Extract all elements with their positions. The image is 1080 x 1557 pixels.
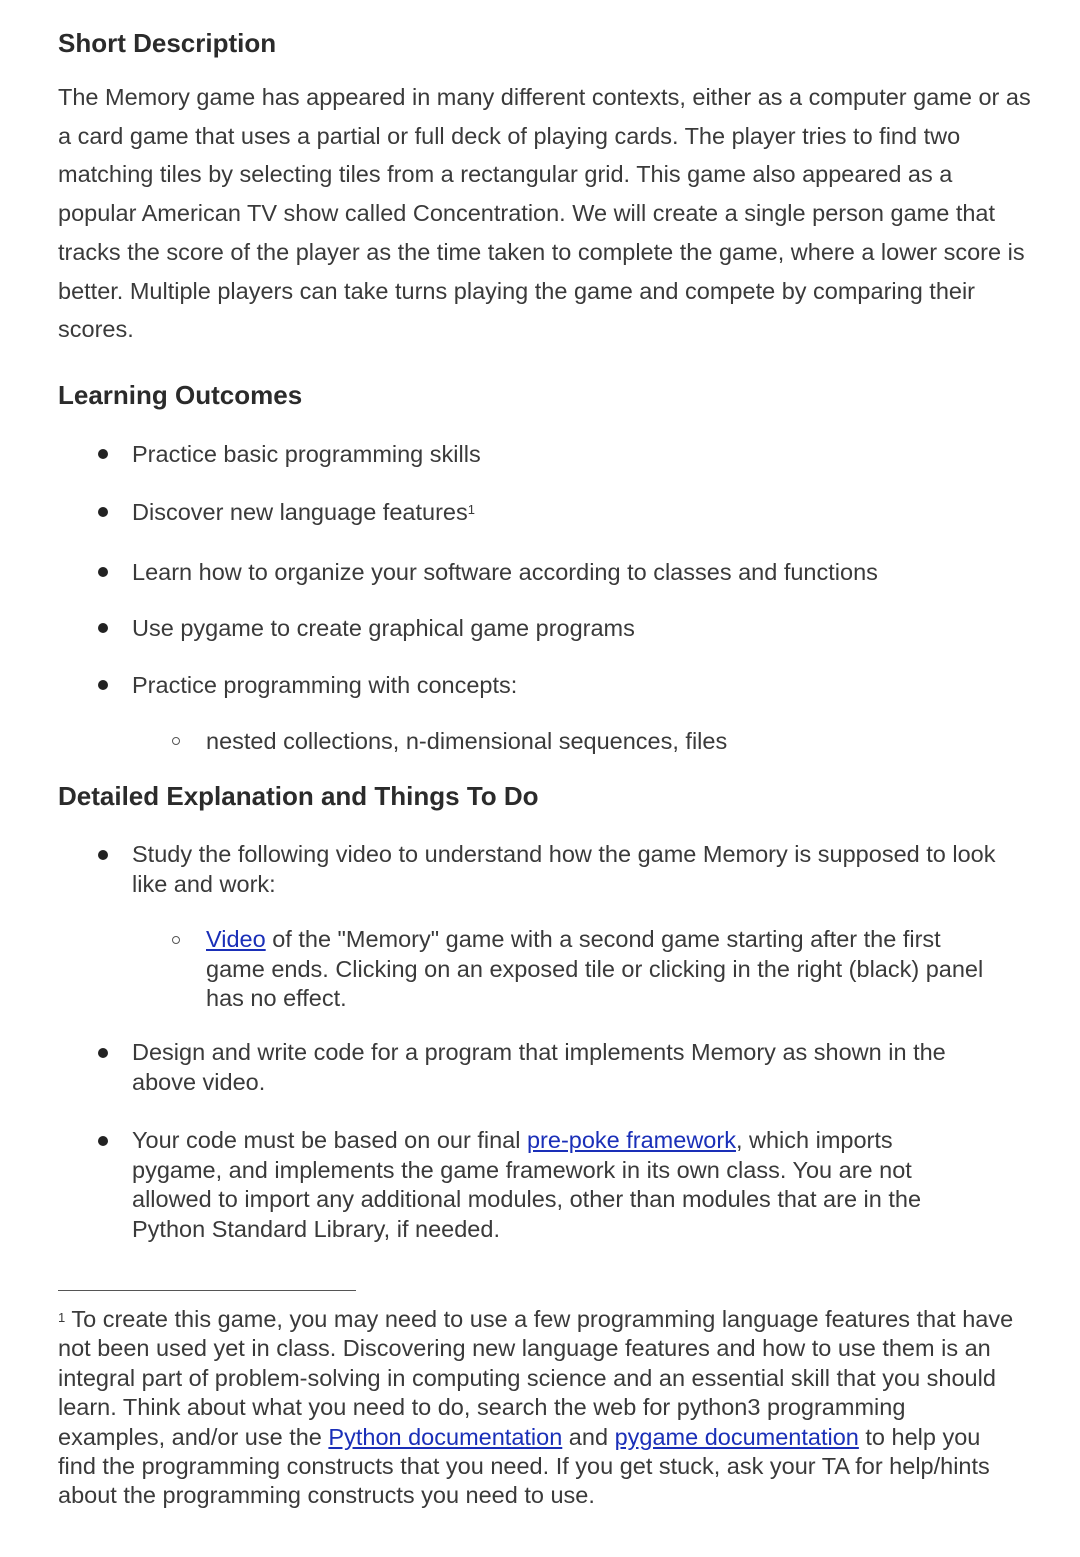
outcome-item: Use pygame to create graphical game programs — [132, 615, 635, 641]
outcome-item: Practice basic programming skills — [132, 441, 481, 467]
bullet-icon — [98, 850, 108, 860]
python-documentation-link[interactable]: Python documentation — [328, 1423, 563, 1450]
short-description-body: The Memory game has appeared in many different contexts, either as a computer game or as a card game that uses a partial or full deck of playing cards. The player tries to find two matching tiles by selecting tiles from a rectangular grid. This game also appeared as a popular American TV show called Concentration. We will create a single person game that tracks the score of the player as the time taken to complete the game, where a lower score is better. Multiple players can take turns playing the game and compete by comparing their scores. — [58, 84, 1031, 343]
bullet-icon — [98, 1136, 108, 1146]
outcome-item-text: Discover new language features — [132, 499, 468, 525]
sub-bullet-icon — [172, 936, 180, 944]
pre-poke-framework-link[interactable]: pre-poke framework — [526, 1127, 736, 1153]
outcome-item: Learn how to organize your software according to classes and functions — [132, 559, 878, 585]
short-description-heading: Short Description — [58, 28, 277, 58]
bullet-icon — [98, 1048, 108, 1058]
task-sub-item-video — [206, 925, 996, 1014]
pygame-documentation-link[interactable]: pygame documentation — [614, 1423, 859, 1450]
outcome-item: Practice programming with concepts: — [132, 672, 518, 698]
task-item-study-video: Study the following video to understand how the game Memory is supposed to look like and work: — [132, 841, 996, 897]
footnote-divider — [58, 1290, 356, 1291]
bullet-icon — [98, 449, 108, 459]
bullet-icon — [98, 507, 108, 517]
task-item-design: Design and write code for a program that implements Memory as shown in the above video. — [132, 1039, 946, 1095]
footnote-marker: 1 — [58, 1310, 66, 1325]
bullet-icon — [98, 623, 108, 633]
bullet-icon — [98, 680, 108, 690]
footnote-text: and — [562, 1423, 615, 1450]
outcome-sub-item: nested collections, n-dimensional sequences, files — [206, 728, 728, 754]
framework-text-after: , which imports pygame, and implements the game framework in its own class. You are not allowed to import any additional modules, other than modules that are in the Python Standard Library, if needed. — [132, 1127, 922, 1242]
video-description: of the "Memory" game with a second game starting after the first game ends. Clicking on an exposed tile or clicking in the right (black) panel has no effect. — [206, 926, 984, 1011]
task-item-framework — [132, 1126, 982, 1244]
learning-outcomes-heading: Learning Outcomes — [58, 380, 303, 410]
outcome-item — [132, 497, 475, 527]
video-link[interactable]: Video — [206, 926, 266, 952]
framework-text-before: Your code must be based on our final — [132, 1127, 527, 1153]
footnote-text: to help you find the programming constructs that you need. If you get stuck, ask your TA for help/hints about the programming constructs you need to use. — [58, 1423, 990, 1509]
footnote-reference[interactable]: 1 — [467, 502, 475, 517]
footnote — [58, 1305, 1018, 1511]
sub-bullet-icon — [172, 737, 180, 745]
bullet-icon — [98, 567, 108, 577]
footnote-text: To create this game, you may need to use a few programming language features that have not been used yet in class. Discovering new language features and how to use them is an integral part of problem-solving in computing science and an essential skill that you should learn. Think about what you need to do, search the web for python3 programming examples, and/or use the — [58, 1306, 1014, 1450]
detailed-explanation-heading: Detailed Explanation and Things To Do — [58, 781, 539, 811]
